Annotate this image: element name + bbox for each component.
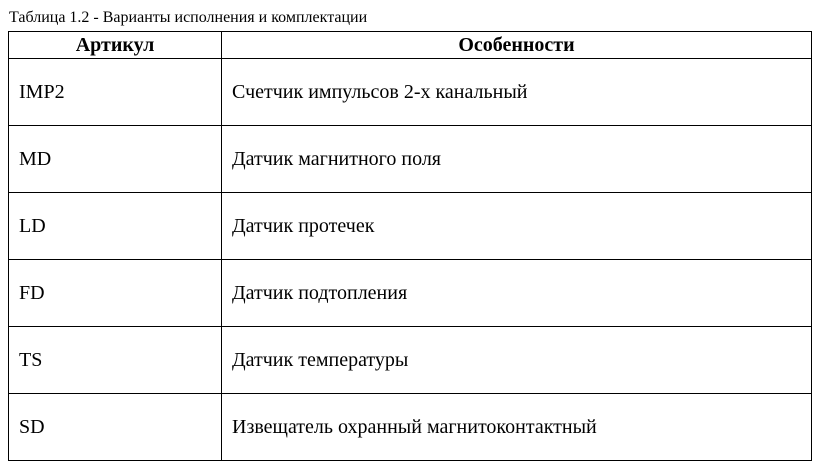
- features-cell: Датчик подтопления: [222, 260, 812, 327]
- article-cell: TS: [9, 327, 222, 394]
- column-header-features: Особенности: [222, 32, 812, 59]
- table-row: [9, 327, 812, 394]
- article-cell: SD: [9, 394, 222, 461]
- article-cell: FD: [9, 260, 222, 327]
- article-cell: MD: [9, 126, 222, 193]
- features-cell: Датчик температуры: [222, 327, 812, 394]
- article-cell: IMP2: [9, 59, 222, 126]
- table-row: [9, 193, 812, 260]
- column-header-article: Артикул: [9, 32, 222, 59]
- table-header-row: [9, 32, 812, 59]
- table-row: [9, 59, 812, 126]
- features-cell: Датчик магнитного поля: [222, 126, 812, 193]
- features-cell: Счетчик импульсов 2-х канальный: [222, 59, 812, 126]
- features-cell: Извещатель охранный магнитоконтактный: [222, 394, 812, 461]
- features-cell: Датчик протечек: [222, 193, 812, 260]
- table-caption: Таблица 1.2 - Варианты исполнения и комплектации: [9, 9, 368, 26]
- table-row: [9, 394, 812, 461]
- article-cell: LD: [9, 193, 222, 260]
- variants-table: [8, 31, 812, 461]
- table-row: [9, 126, 812, 193]
- table-row: [9, 260, 812, 327]
